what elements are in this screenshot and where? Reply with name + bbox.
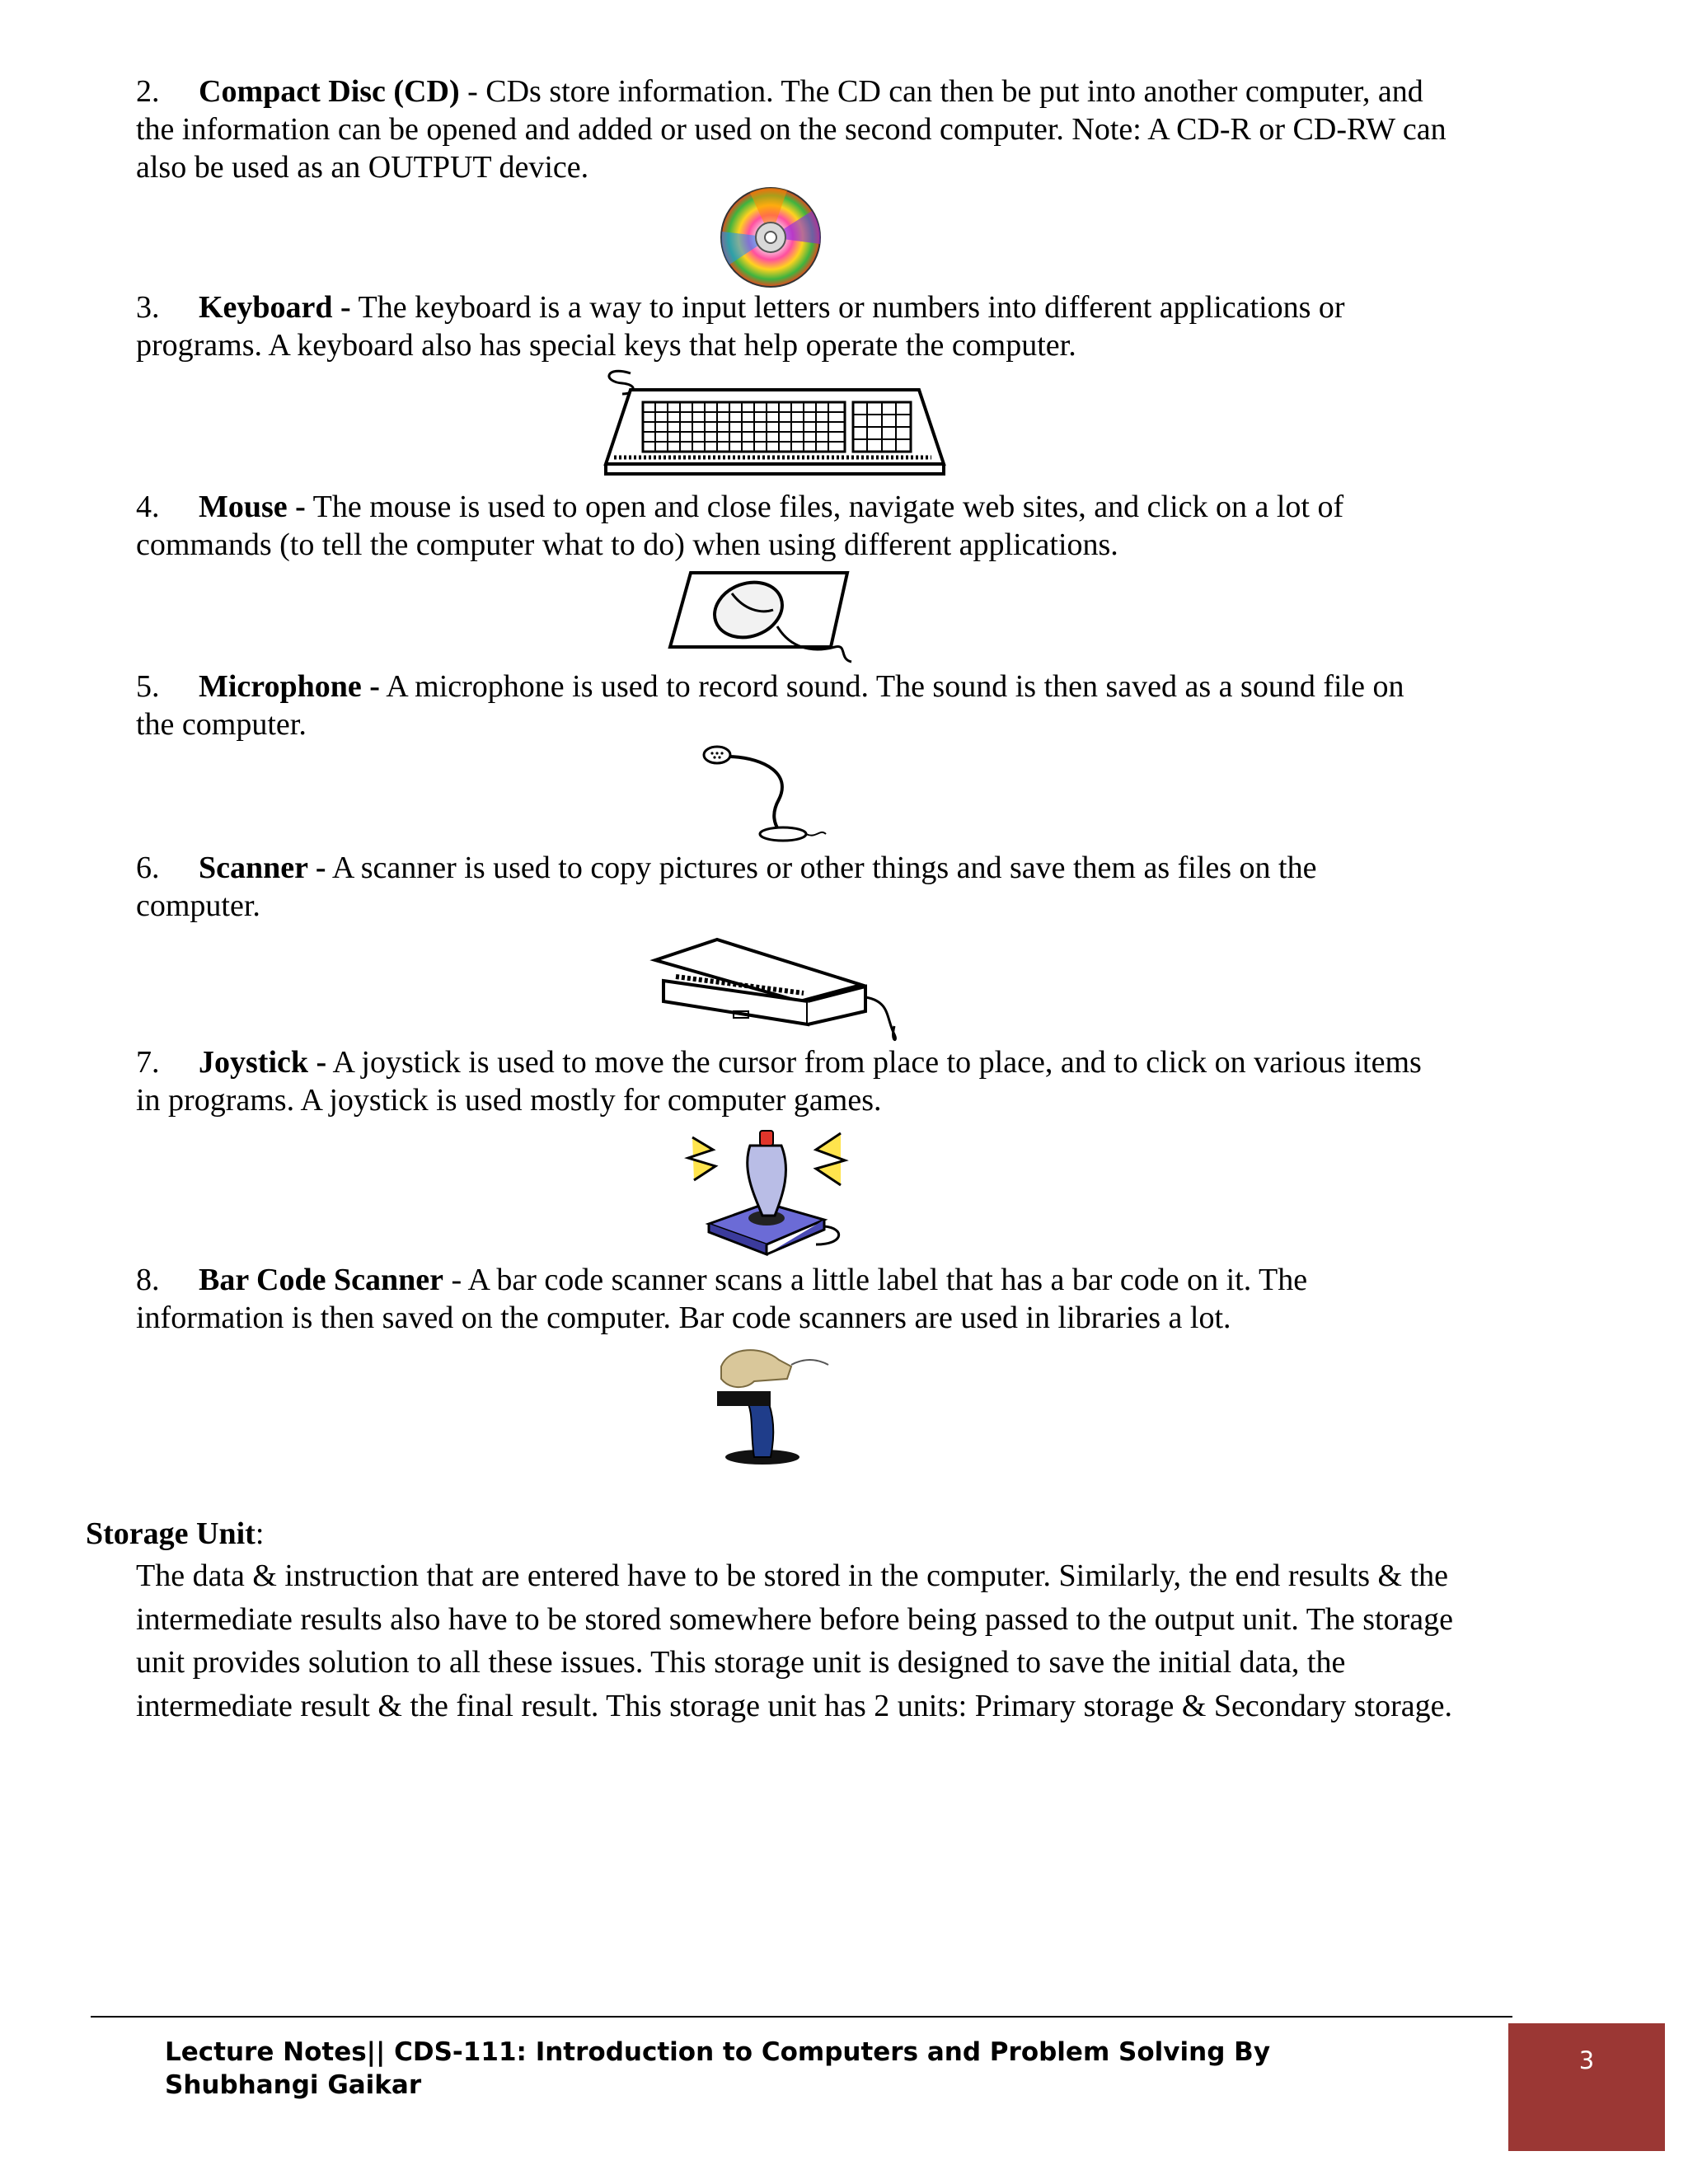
storage-heading: Storage Unit [86,1516,256,1551]
footer-divider [91,2016,1512,2018]
item-term: Mouse - [199,490,306,524]
item-description: - CDs store information. The CD can then be put into another computer, and the information can be opened and added or used on the second computer. Note: A CD-R or CD-RW can also be used as an OUTPUT device. [136,74,1447,185]
page-number: 3 [1578,2046,1595,2074]
barcode-scanner-icon [705,1342,837,1465]
list-item-cd [136,73,1447,186]
item-term: Joystick - [199,1045,327,1080]
joystick-icon [684,1121,849,1257]
item-term: Scanner - [199,851,326,885]
list-item-barcode-scanner [136,1261,1447,1337]
section-heading [86,1515,264,1553]
cd-icon [717,186,824,288]
keyboard-icon [598,365,952,485]
item-number: 4. [136,490,160,524]
item-description: The keyboard is a way to input letters or numbers into different applications or programs. A keyboard also has special keys that help operate the computer. [136,290,1345,363]
item-description: The mouse is used to open and close files, navigate web sites, and click on a lot of commands (to tell the computer what to do) when using different applications. [136,490,1344,562]
item-description: - A bar code scanner scans a little label that has a bar code on it. The information is then saved on the computer. Bar code scanners are used in libraries a lot. [136,1263,1308,1335]
scanner-icon [647,935,911,1047]
item-number: 5. [136,669,160,704]
footer-text: Lecture Notes|| CDS-111: Introduction to Computers and Problem Solving By Shubhangi Gaikar [165,2037,1271,2100]
heading-colon: : [255,1516,265,1551]
item-description: A scanner is used to copy pictures or other things and save them as files on the computer. [136,851,1317,923]
storage-paragraph: The data & instruction that are entered have to be stored in the computer. Similarly, the end results & the intermediate results also have to be stored somewhere before being passed to the output unit. The storage unit provides solution to all these issues. This storage unit is designed to save the initial data, the intermediate result & the final result. This storage unit has 2 units: Primary storage & Secondary storage. [136,1558,1454,1723]
item-number: 6. [136,851,160,885]
item-description: A microphone is used to record sound. The sound is then saved as a sound file on the computer. [136,669,1404,742]
list-item-mouse [136,488,1447,564]
item-number: 8. [136,1263,160,1297]
item-term: Compact Disc (CD) [199,74,460,109]
item-term: Keyboard - [199,290,351,325]
item-term: Bar Code Scanner [199,1263,443,1297]
item-number: 3. [136,290,160,325]
mouse-icon [666,565,872,668]
list-item-scanner [136,849,1447,925]
page-number-box [1508,2023,1665,2151]
list-item-joystick [136,1043,1447,1119]
item-term: Microphone - [199,669,380,704]
microphone-icon [701,742,832,849]
item-number: 7. [136,1045,160,1080]
list-item-microphone [136,668,1447,743]
list-item-keyboard [136,288,1447,364]
item-number: 2. [136,74,160,109]
item-description: A joystick is used to move the cursor from place to place, and to click on various items in programs. A joystick is used mostly for computer games. [136,1045,1422,1118]
